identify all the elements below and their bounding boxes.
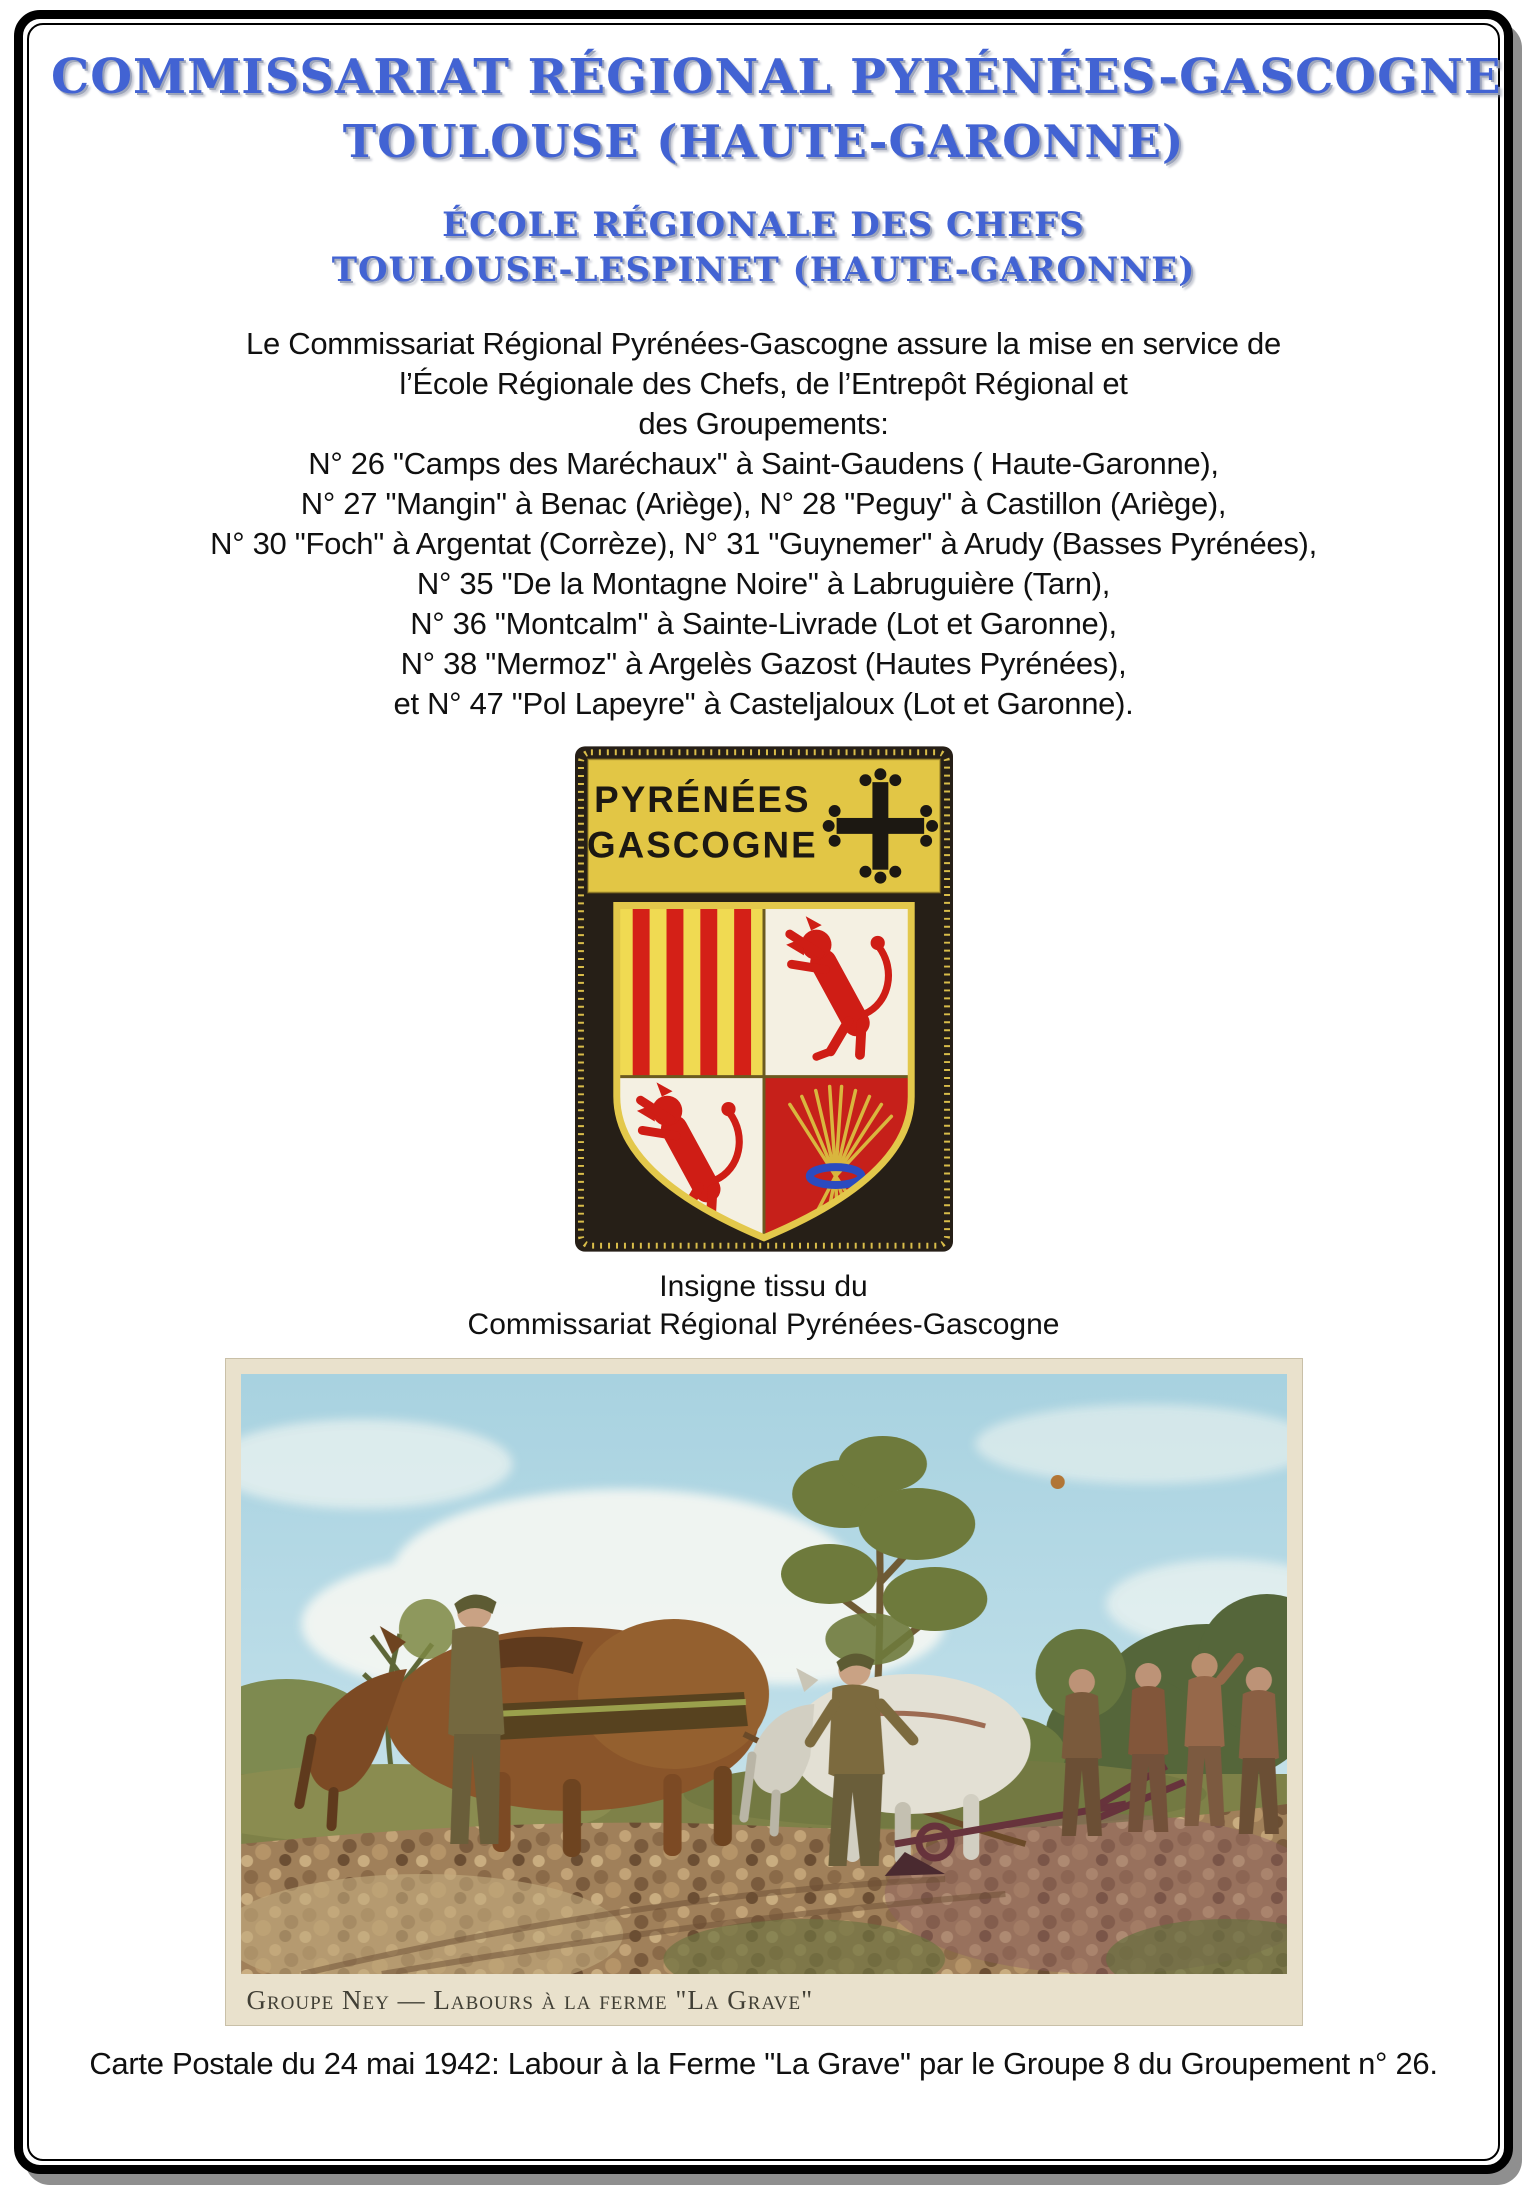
group-list-line: N° 30 "Foch" à Argentat (Corrèze), N° 31 "Guynemer" à Arudy (Basses Pyrénées), [210,526,1317,562]
document-title-line-2: TOULOUSE (HAUTE-GARONNE) [342,114,1185,168]
group-list-line: N° 27 "Mangin" à Benac (Ariège), N° 28 "Peguy" à Castillon (Ariège), [300,486,1227,522]
group-list-line: N° 36 "Montcalm" à Sainte-Livrade (Lot et Garonne), [410,606,1117,642]
page-border [14,10,1513,2174]
insignia-caption-line-1: Insigne tissu du [659,1270,868,1304]
group-list-line: N° 38 "Mermoz" à Argelès Gazost (Hautes Pyrénées), [400,646,1127,682]
insignia-caption-line-2: Commissariat Régional Pyrénées-Gascogne [467,1308,1060,1342]
document-subtitle-line-2: TOULOUSE-LESPINET (HAUTE-GARONNE) [331,250,1196,291]
postcard-caption-strip [241,1974,1287,2026]
postcard [225,1358,1303,2026]
document-title-line-1: COMMISSARIAT RÉGIONAL PYRÉNÉES-GASCOGNE [51,49,1502,105]
document-subtitle-line-1: ÉCOLE RÉGIONALE DES CHEFS [442,204,1085,245]
group-list-line: et N° 47 "Pol Lapeyre" à Casteljaloux (Lot et Garonne). [393,686,1134,722]
insignia-caption [51,1268,1476,1344]
age-spot [1050,1475,1064,1489]
badge-region-name-line-1: PYRÉNÉES [593,779,810,821]
postcard-printed-caption: Groupe Ney — Labours à la ferme "La Grave" [246,1984,814,2015]
insignia-badge [51,746,1476,1252]
postcard-description: Carte Postale du 24 mai 1942: Labour à la Ferme "La Grave" par le Groupe 8 du Groupement n° 26. [89,2046,1438,2082]
insignia-image [575,746,953,1252]
intro-paragraph [51,324,1476,724]
intro-line: Le Commissariat Régional Pyrénées-Gascogne assure la mise en service de [246,326,1281,362]
group-list-line: N° 26 "Camps des Maréchaux" à Saint-Gaudens ( Haute-Garonne), [308,446,1219,482]
postcard-photo [241,1374,1287,1974]
badge-region-name-line-2: GASCOGNE [586,825,818,867]
intro-line: l’École Régionale des Chefs, de l’Entrepôt Régional et [399,366,1128,402]
group-list-line: N° 35 "De la Montagne Noire" à Labruguière (Tarn), [416,566,1111,602]
intro-line: des Groupements: [638,406,889,442]
page-content [23,19,1504,2165]
